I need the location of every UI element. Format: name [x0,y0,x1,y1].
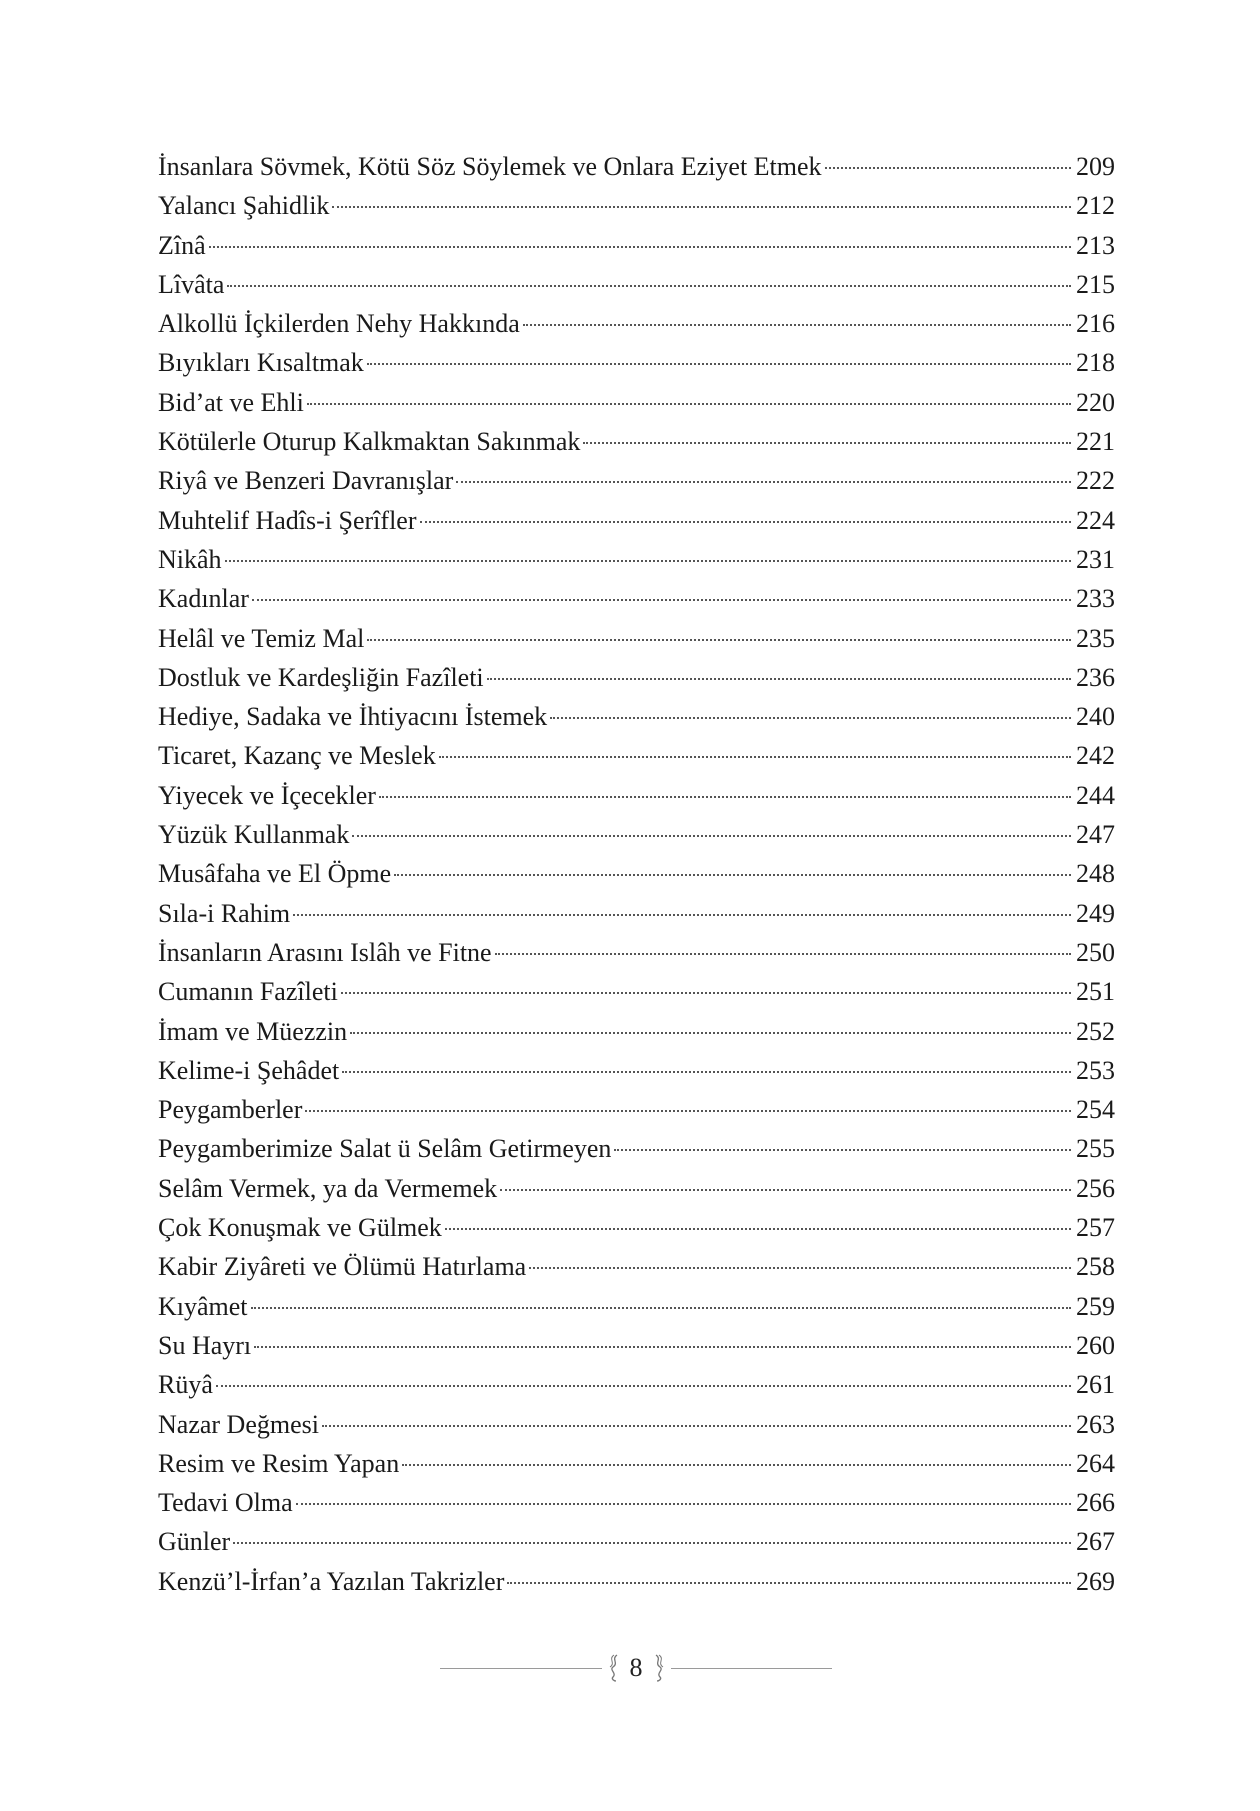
dot-leader [394,874,1071,876]
dot-leader [350,1032,1071,1034]
toc-entry-page: 213 [1076,230,1115,260]
toc-entry-title: Alkollü İçkilerden Nehy Hakkında [158,309,520,339]
toc-entry[interactable] [158,854,1115,893]
toc-entry[interactable] [158,226,1115,265]
toc-entry-page: 261 [1076,1370,1115,1400]
dot-leader [379,796,1071,798]
toc-entry[interactable] [158,1208,1115,1247]
toc-entry-page: 263 [1076,1409,1115,1439]
toc-entry-title: Resim ve Resim Yapan [158,1448,400,1478]
dot-leader [420,521,1072,523]
toc-entry[interactable] [158,186,1115,225]
dot-leader [439,756,1071,758]
toc-entry[interactable] [158,933,1115,972]
toc-entry-page: 221 [1076,427,1115,457]
dot-leader [322,1425,1071,1427]
toc-entry-page: 235 [1076,623,1115,653]
footer-rule-right [671,1668,833,1669]
dot-leader [550,717,1071,719]
toc-entry-title: Helâl ve Temiz Mal [158,623,365,653]
toc-entry-title: Yüzük Kullanmak [158,820,350,850]
dot-leader [445,1228,1071,1230]
dot-leader [352,835,1071,837]
toc-entry-title: Yalancı Şahidlik [158,191,330,221]
toc-entry-title: Nazar Değmesi [158,1409,319,1439]
toc-entry-page: 224 [1076,505,1115,535]
dot-leader [216,1385,1071,1387]
dot-leader [227,285,1071,287]
toc-entry-page: 260 [1076,1330,1115,1360]
toc-entry-page: 212 [1076,191,1115,221]
toc-entry-title: Sıla-i Rahim [158,898,291,928]
toc-entry[interactable] [158,304,1115,343]
toc-entry-title: Kıyâmet [158,1291,248,1321]
toc-entry-page: 209 [1076,152,1115,181]
toc-entry-page: 256 [1076,1173,1115,1203]
toc-entry-title: İnsanların Arasını Islâh ve Fitne [158,937,492,967]
toc-entry-title: Peygamberimize Salat ü Selâm Getirmeyen [158,1134,612,1164]
toc-entry-page: 250 [1076,937,1115,967]
toc-entry-page: 258 [1076,1252,1115,1282]
toc-entry-title: Kötülerle Oturup Kalkmaktan Sakınmak [158,427,581,457]
toc-entry[interactable] [158,501,1115,540]
dot-leader [825,167,1071,169]
toc-entry-page: 240 [1076,702,1115,732]
footer-rule-left [440,1668,602,1669]
toc-entry-title: Musâfaha ve El Öpme [158,859,392,889]
dot-leader [495,953,1071,955]
toc-entry-page: 264 [1076,1448,1115,1478]
toc-entry[interactable] [158,461,1115,500]
toc-entry-page: 254 [1076,1095,1115,1125]
toc-entry-title: Cumanın Fazîleti [158,977,338,1007]
toc-entry-page: 251 [1076,977,1115,1007]
toc-entry[interactable] [158,343,1115,382]
toc-entry-title: İmam ve Müezzin [158,1016,348,1046]
toc-entry[interactable] [158,697,1115,736]
toc-entry-title: Peygamberler [158,1095,303,1125]
toc-entry-page: 259 [1076,1291,1115,1321]
toc-entry-page: 269 [1076,1566,1115,1596]
dot-leader [252,599,1071,601]
dot-leader [487,678,1071,680]
toc-entry-title: Hediye, Sadaka ve İhtiyacını İstemek [158,702,548,732]
toc-entry[interactable] [158,1483,1115,1522]
toc-entry[interactable] [158,383,1115,422]
toc-entry-page: 236 [1076,662,1115,692]
toc-entry[interactable] [158,736,1115,775]
toc-entry-title: Rüyâ [158,1370,213,1400]
toc-entry-title: Nikâh [158,544,222,574]
toc-entry-page: 257 [1076,1213,1115,1243]
dot-leader [296,1503,1071,1505]
dot-leader [341,992,1071,994]
toc-entry-page: 233 [1076,584,1115,614]
toc-entry-page: 252 [1076,1016,1115,1046]
toc-entry-title: Kenzü’l-İrfan’a Yazılan Takrizler [158,1566,505,1596]
toc-entry-page: 218 [1076,348,1115,378]
dot-leader [529,1267,1071,1269]
toc-entry[interactable] [158,1051,1115,1090]
toc-entry[interactable] [158,619,1115,658]
toc-entry-page: 242 [1076,741,1115,771]
toc-entry[interactable] [158,579,1115,618]
toc-entry[interactable] [158,265,1115,304]
toc-entry-title: Selâm Vermek, ya da Vermemek [158,1173,498,1203]
toc-entry-page: 222 [1076,466,1115,496]
toc-entry[interactable] [158,1129,1115,1168]
toc-entry[interactable] [158,894,1115,933]
dot-leader [293,914,1071,916]
toc-entry[interactable] [158,1247,1115,1286]
toc-entry-page: 216 [1076,309,1115,339]
page-footer [440,1650,832,1686]
dot-leader [367,639,1071,641]
toc-entry[interactable] [158,1405,1115,1444]
toc-entry[interactable] [158,972,1115,1011]
toc-entry-title: İnsanlara Sövmek, Kötü Söz Söylemek ve Onlara Eziyet Etmek [158,152,822,181]
toc-entry[interactable] [158,147,1115,186]
toc-entry-title: Riyâ ve Benzeri Davranışlar [158,466,454,496]
toc-entry-title: Zînâ [158,230,206,260]
dot-leader [583,442,1071,444]
toc-entry[interactable] [158,815,1115,854]
toc-entry[interactable] [158,1562,1115,1601]
toc-entry-page: 266 [1076,1488,1115,1518]
toc-entry-title: Ticaret, Kazanç ve Meslek [158,741,436,771]
toc-entry-title: Lîvâta [158,269,225,299]
toc-entry-title: Kadınlar [158,584,249,614]
scroll-flourish-icon [651,1653,665,1683]
toc-entry[interactable] [158,1522,1115,1561]
table-of-contents [158,147,1115,1601]
dot-leader [251,1307,1071,1309]
toc-entry[interactable] [158,1287,1115,1326]
toc-entry[interactable] [158,1444,1115,1483]
dot-leader [523,324,1071,326]
toc-entry-title: Günler [158,1527,231,1557]
toc-entry[interactable] [158,1365,1115,1404]
toc-entry[interactable] [158,540,1115,579]
toc-entry-title: Kabir Ziyâreti ve Ölümü Hatırlama [158,1252,527,1282]
toc-entry-page: 247 [1076,820,1115,850]
toc-entry-title: Yiyecek ve İçecekler [158,780,376,810]
toc-entry[interactable] [158,1326,1115,1365]
dot-leader [507,1582,1071,1584]
toc-entry-title: Bid’at ve Ehli [158,387,304,417]
dot-leader [367,363,1071,365]
dot-leader [402,1464,1071,1466]
dot-leader [342,1071,1071,1073]
dot-leader [614,1149,1071,1151]
dot-leader [332,206,1071,208]
toc-entry-title: Tedavi Olma [158,1488,293,1518]
dot-leader [225,560,1071,562]
toc-entry-title: Çok Konuşmak ve Gülmek [158,1213,442,1243]
toc-entry-page: 215 [1076,269,1115,299]
toc-entry-page: 248 [1076,859,1115,889]
dot-leader [307,403,1071,405]
toc-entry-page: 244 [1076,780,1115,810]
toc-entry[interactable] [158,776,1115,815]
dot-leader [500,1189,1071,1191]
toc-entry[interactable] [158,658,1115,697]
toc-entry-title: Muhtelif Hadîs-i Şerîfler [158,505,417,535]
toc-entry[interactable] [158,1012,1115,1051]
scroll-flourish-icon [608,1653,622,1683]
toc-entry-page: 253 [1076,1055,1115,1085]
toc-entry-page: 220 [1076,387,1115,417]
toc-entry-title: Kelime-i Şehâdet [158,1055,340,1085]
dot-leader [456,481,1071,483]
toc-entry-title: Su Hayrı [158,1330,252,1360]
toc-entry-page: 267 [1076,1527,1115,1557]
toc-entry[interactable] [158,422,1115,461]
page-number: 8 [629,1653,643,1682]
toc-entry[interactable] [158,1090,1115,1129]
toc-entry[interactable] [158,1169,1115,1208]
toc-entry-page: 249 [1076,898,1115,928]
dot-leader [254,1346,1071,1348]
toc-entry-page: 255 [1076,1134,1115,1164]
toc-entry-title: Dostluk ve Kardeşliğin Fazîleti [158,662,484,692]
toc-entry-page: 231 [1076,544,1115,574]
dot-leader [209,246,1071,248]
dot-leader [305,1110,1071,1112]
dot-leader [233,1542,1071,1544]
toc-entry-title: Bıyıkları Kısaltmak [158,348,364,378]
